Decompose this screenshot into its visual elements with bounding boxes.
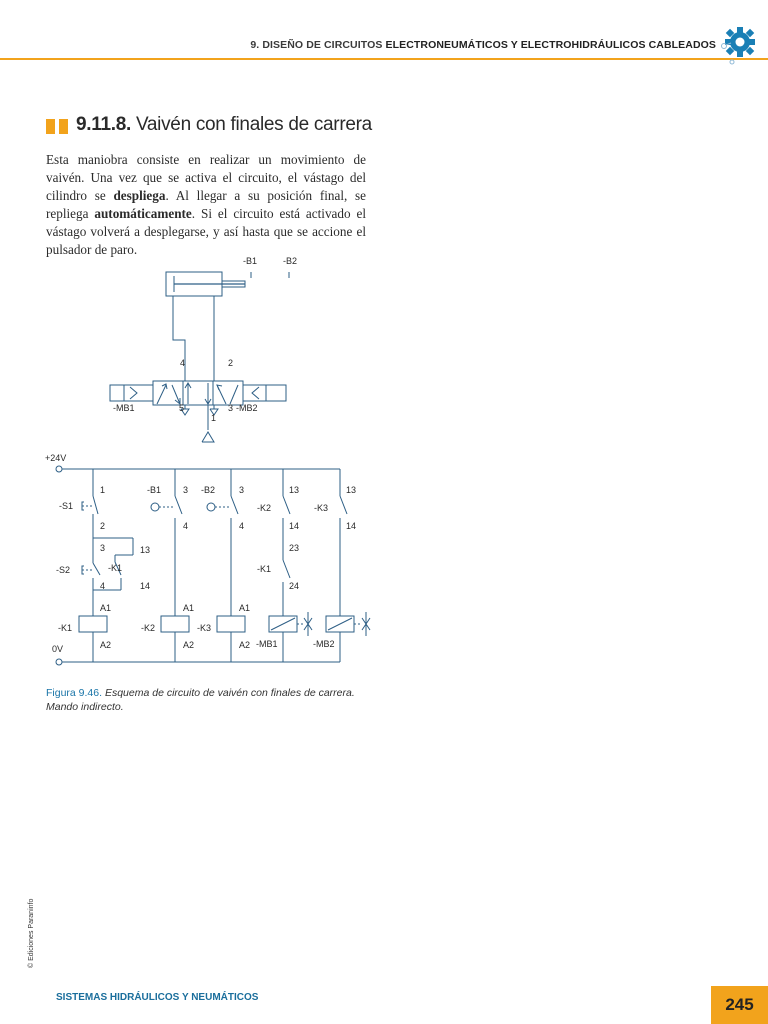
sensor-b1-label: -B1 bbox=[243, 256, 258, 266]
coil-a2-label: A2 bbox=[100, 640, 112, 650]
body-text: Esta maniobra consiste en realizar un movimiento de vaivén. Una vez que se activa el circuito, el vástago del cilindro se bbox=[46, 152, 366, 203]
section-title: Vaivén con finales de carrera bbox=[135, 114, 372, 135]
coil-k3-label: -K3 bbox=[197, 623, 212, 633]
figure-caption-text: Esquema de circuito de vaivén con finales de carrera. Mando indirecto. bbox=[46, 687, 355, 713]
port-3-label: 3 bbox=[228, 403, 234, 413]
k1-contact-label: -K1 bbox=[257, 564, 272, 574]
coil-a1-label: A1 bbox=[183, 603, 195, 613]
supply-0v-label: 0V bbox=[52, 644, 64, 654]
terminal-label: 3 bbox=[183, 485, 189, 495]
body-emphasis: automáticamente bbox=[94, 206, 192, 221]
terminal-label: 4 bbox=[183, 521, 189, 531]
coil-mb2-label: -MB2 bbox=[313, 639, 335, 649]
s2-label: -S2 bbox=[56, 565, 71, 575]
coil-a2-label: A2 bbox=[183, 640, 195, 650]
supply-24v-label: +24V bbox=[45, 453, 67, 463]
section-number: 9.11.8. bbox=[76, 114, 131, 135]
terminal-label: 24 bbox=[289, 581, 300, 591]
coil-a1-label: A1 bbox=[239, 603, 251, 613]
terminal-label: 4 bbox=[100, 581, 106, 591]
terminal-label: 4 bbox=[239, 521, 245, 531]
terminal-label: 14 bbox=[140, 581, 151, 591]
b2-contact-label: -B2 bbox=[201, 485, 216, 495]
coil-k2-label: -K2 bbox=[141, 623, 156, 633]
sensor-b2-label: -B2 bbox=[283, 256, 298, 266]
terminal-label: 23 bbox=[289, 543, 300, 553]
port-5-label: 5 bbox=[179, 403, 185, 413]
terminal-label: 13 bbox=[346, 485, 357, 495]
b1-contact-label: -B1 bbox=[147, 485, 162, 495]
terminal-label: 14 bbox=[346, 521, 357, 531]
header-chapter-strong: ELECTRONEUMÁTICOS Y ELECTROHIDRÁULICOS CABLEADOS bbox=[385, 39, 716, 51]
k3-contact-label: -K3 bbox=[314, 503, 329, 513]
s1-label: -S1 bbox=[59, 501, 74, 511]
figure-label: Figura 9.46. bbox=[46, 687, 103, 699]
body-text: . Si el circuito está activado el vástago volverá a desplegarse, y así hasta que se accione el pulsador de paro. bbox=[46, 206, 366, 257]
copyright-credit: © Ediciones Paraninfo bbox=[28, 898, 35, 968]
terminal-label: 2 bbox=[100, 521, 106, 531]
terminal-label: 3 bbox=[239, 485, 245, 495]
body-emphasis: despliega bbox=[113, 188, 166, 203]
coil-k1-label: -K1 bbox=[58, 623, 73, 633]
coil-a2-label: A2 bbox=[239, 640, 251, 650]
coil-mb1-label: -MB1 bbox=[256, 639, 278, 649]
figure-caption bbox=[46, 686, 376, 714]
k2-contact-label: -K2 bbox=[257, 503, 272, 513]
coil-a1-label: A1 bbox=[100, 603, 112, 613]
terminal-label: 13 bbox=[289, 485, 300, 495]
body-text: . Al llegar a su posición final, se repliega bbox=[46, 188, 366, 221]
footer-book-title: SISTEMAS HIDRÁULICOS Y NEUMÁTICOS bbox=[56, 992, 259, 1003]
valve-mb2-label: -MB2 bbox=[236, 403, 258, 413]
port-4-label: 4 bbox=[180, 358, 186, 368]
valve-mb1-label: -MB1 bbox=[113, 403, 135, 413]
terminal-label: 1 bbox=[100, 485, 106, 495]
terminal-label: 13 bbox=[140, 545, 151, 555]
page-number: 245 bbox=[711, 986, 768, 1024]
terminal-label: 3 bbox=[100, 543, 106, 553]
port-1-label: 1 bbox=[211, 413, 217, 423]
header-chapter: 9. DISEÑO DE CIRCUITOS bbox=[250, 39, 386, 51]
terminal-label: 14 bbox=[289, 521, 300, 531]
k1-contact-label: -K1 bbox=[108, 563, 123, 573]
port-2-label: 2 bbox=[228, 358, 234, 368]
